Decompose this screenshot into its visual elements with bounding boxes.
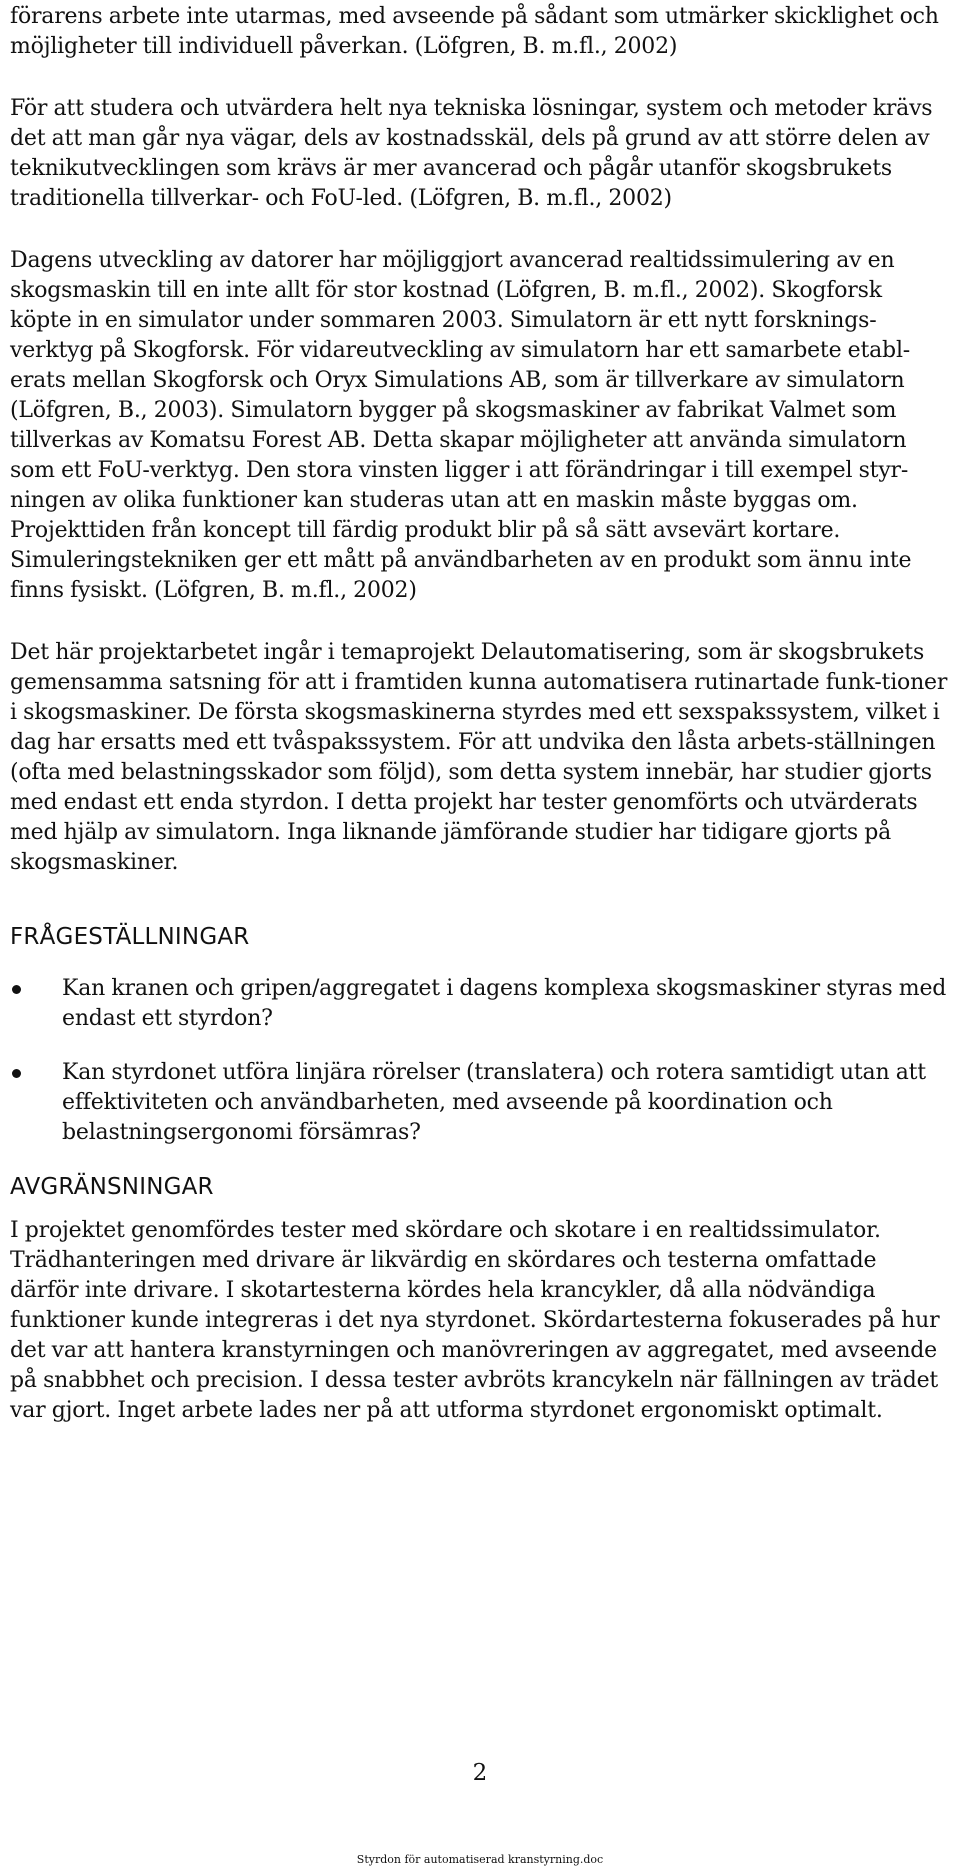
question-text: Kan kranen och gripen/aggregatet i dagens komplexa skogsmaskiner styras med endast ett styrdon?	[62, 976, 947, 1031]
paragraph-project-context: Det här projektarbetet ingår i temaprojekt Delautomatisering, som är skogsbrukets gemensamma satsning för att i framtiden kunna automatisera rutinartade funk-tioner i skogsmaskiner. De första skogsmaskinerna styrdes med ett sexspakssystem, vilket i dag har ersatts med ett tvåspakssystem. För att undvika den låsta arbets-ställningen (ofta med belastningsskador som följd), som detta system innebär, har studier gjorts med endast ett enda styrdon. I detta projekt har tester genomförts och utvärderats med hjälp av simulatorn. Inga liknande jämförande studier har tidigare gjorts på skogsmaskiner.	[10, 640, 948, 875]
paragraph-simulation: Dagens utveckling av datorer har möjliggjort avancerad realtidssimulering av en skogsmaskin till en inte allt för stor kostnad (Löfgren, B. m.fl., 2002). Skogforsk köpte in en simulator under sommaren 2003. Simulatorn är ett nytt forsknings-verktyg på Skogforsk. För vidareutveckling av simulatorn har ett samarbete etabl-erats mellan Skogforsk och Oryx Simulations AB, som är tillverkare av simulatorn (Löfgren, B., 2003). Simulatorn bygger på skogsmaskiner av fabrikat Valmet som tillverkas av Komatsu Forest AB. Detta skapar möjligheter att använda simulatorn som ett FoU-verktyg. Den stora vinsten ligger i att förändringar i till exempel styr-ningen av olika funktioner kan studeras utan att en maskin måste byggas om. Projekttiden från koncept till färdig produkt blir på så sätt avsevärt kortare. Simuleringstekniken ger ett mått på användbarheten av en produkt som ännu inte finns fysiskt. (Löfgren, B. m.fl., 2002)	[10, 248, 912, 603]
paragraph-new-solutions: För att studera och utvärdera helt nya tekniska lösningar, system och metoder krävs det att man går nya vägar, dels av kostnadsskäl, dels på grund av att större delen av teknikutvecklingen som krävs är mer avancerad och pågår utanför skogsbrukets traditionella tillverkar- och FoU-led. (Löfgren, B. m.fl., 2002)	[10, 96, 933, 211]
document-page	[10, 0, 948, 1426]
question-text: Kan styrdonet utföra linjära rörelser (translatera) och rotera samtidigt utan att effektiviteten och användbarheten, med avseende på koordination och belastningsergonomi försämras?	[62, 1060, 926, 1145]
bullet-icon	[12, 985, 21, 994]
limits-heading: AVGRÄNSNINGAR	[10, 1174, 214, 1200]
footer-filename: Styrdon för automatiserad kranstyrning.doc	[356, 1853, 604, 1866]
questions-heading: FRÅGESTÄLLNINGAR	[10, 924, 250, 950]
paragraph-limits: I projektet genomfördes tester med skördare och skotare i en realtidssimulator. Trädhanteringen med drivare är likvärdig en skördares och testerna omfattade därför inte drivare. I skotartesterna kördes hela krancykler, då alla nödvändiga funktioner kunde integreras i det nya styrdonet. Skördartesterna fokuserades på hur det var att hantera kranstyrningen och manövreringen av aggregatet, med avseende på snabbhet och precision. I dessa tester avbröts krancykeln när fällningen av trädet var gjort. Inget arbete lades ner på att utforma styrdonet ergonomiskt optimalt.	[10, 1218, 940, 1423]
paragraph-continued: förarens arbete inte utarmas, med avseende på sådant som utmärker skicklighet och möjligheter till individuell påverkan. (Löfgren, B. m.fl., 2002)	[10, 4, 939, 59]
page-number: 2	[472, 1760, 488, 1786]
questions-list	[10, 974, 948, 1148]
list-item	[10, 974, 948, 1034]
list-item	[10, 1058, 948, 1148]
bullet-icon	[12, 1069, 21, 1078]
